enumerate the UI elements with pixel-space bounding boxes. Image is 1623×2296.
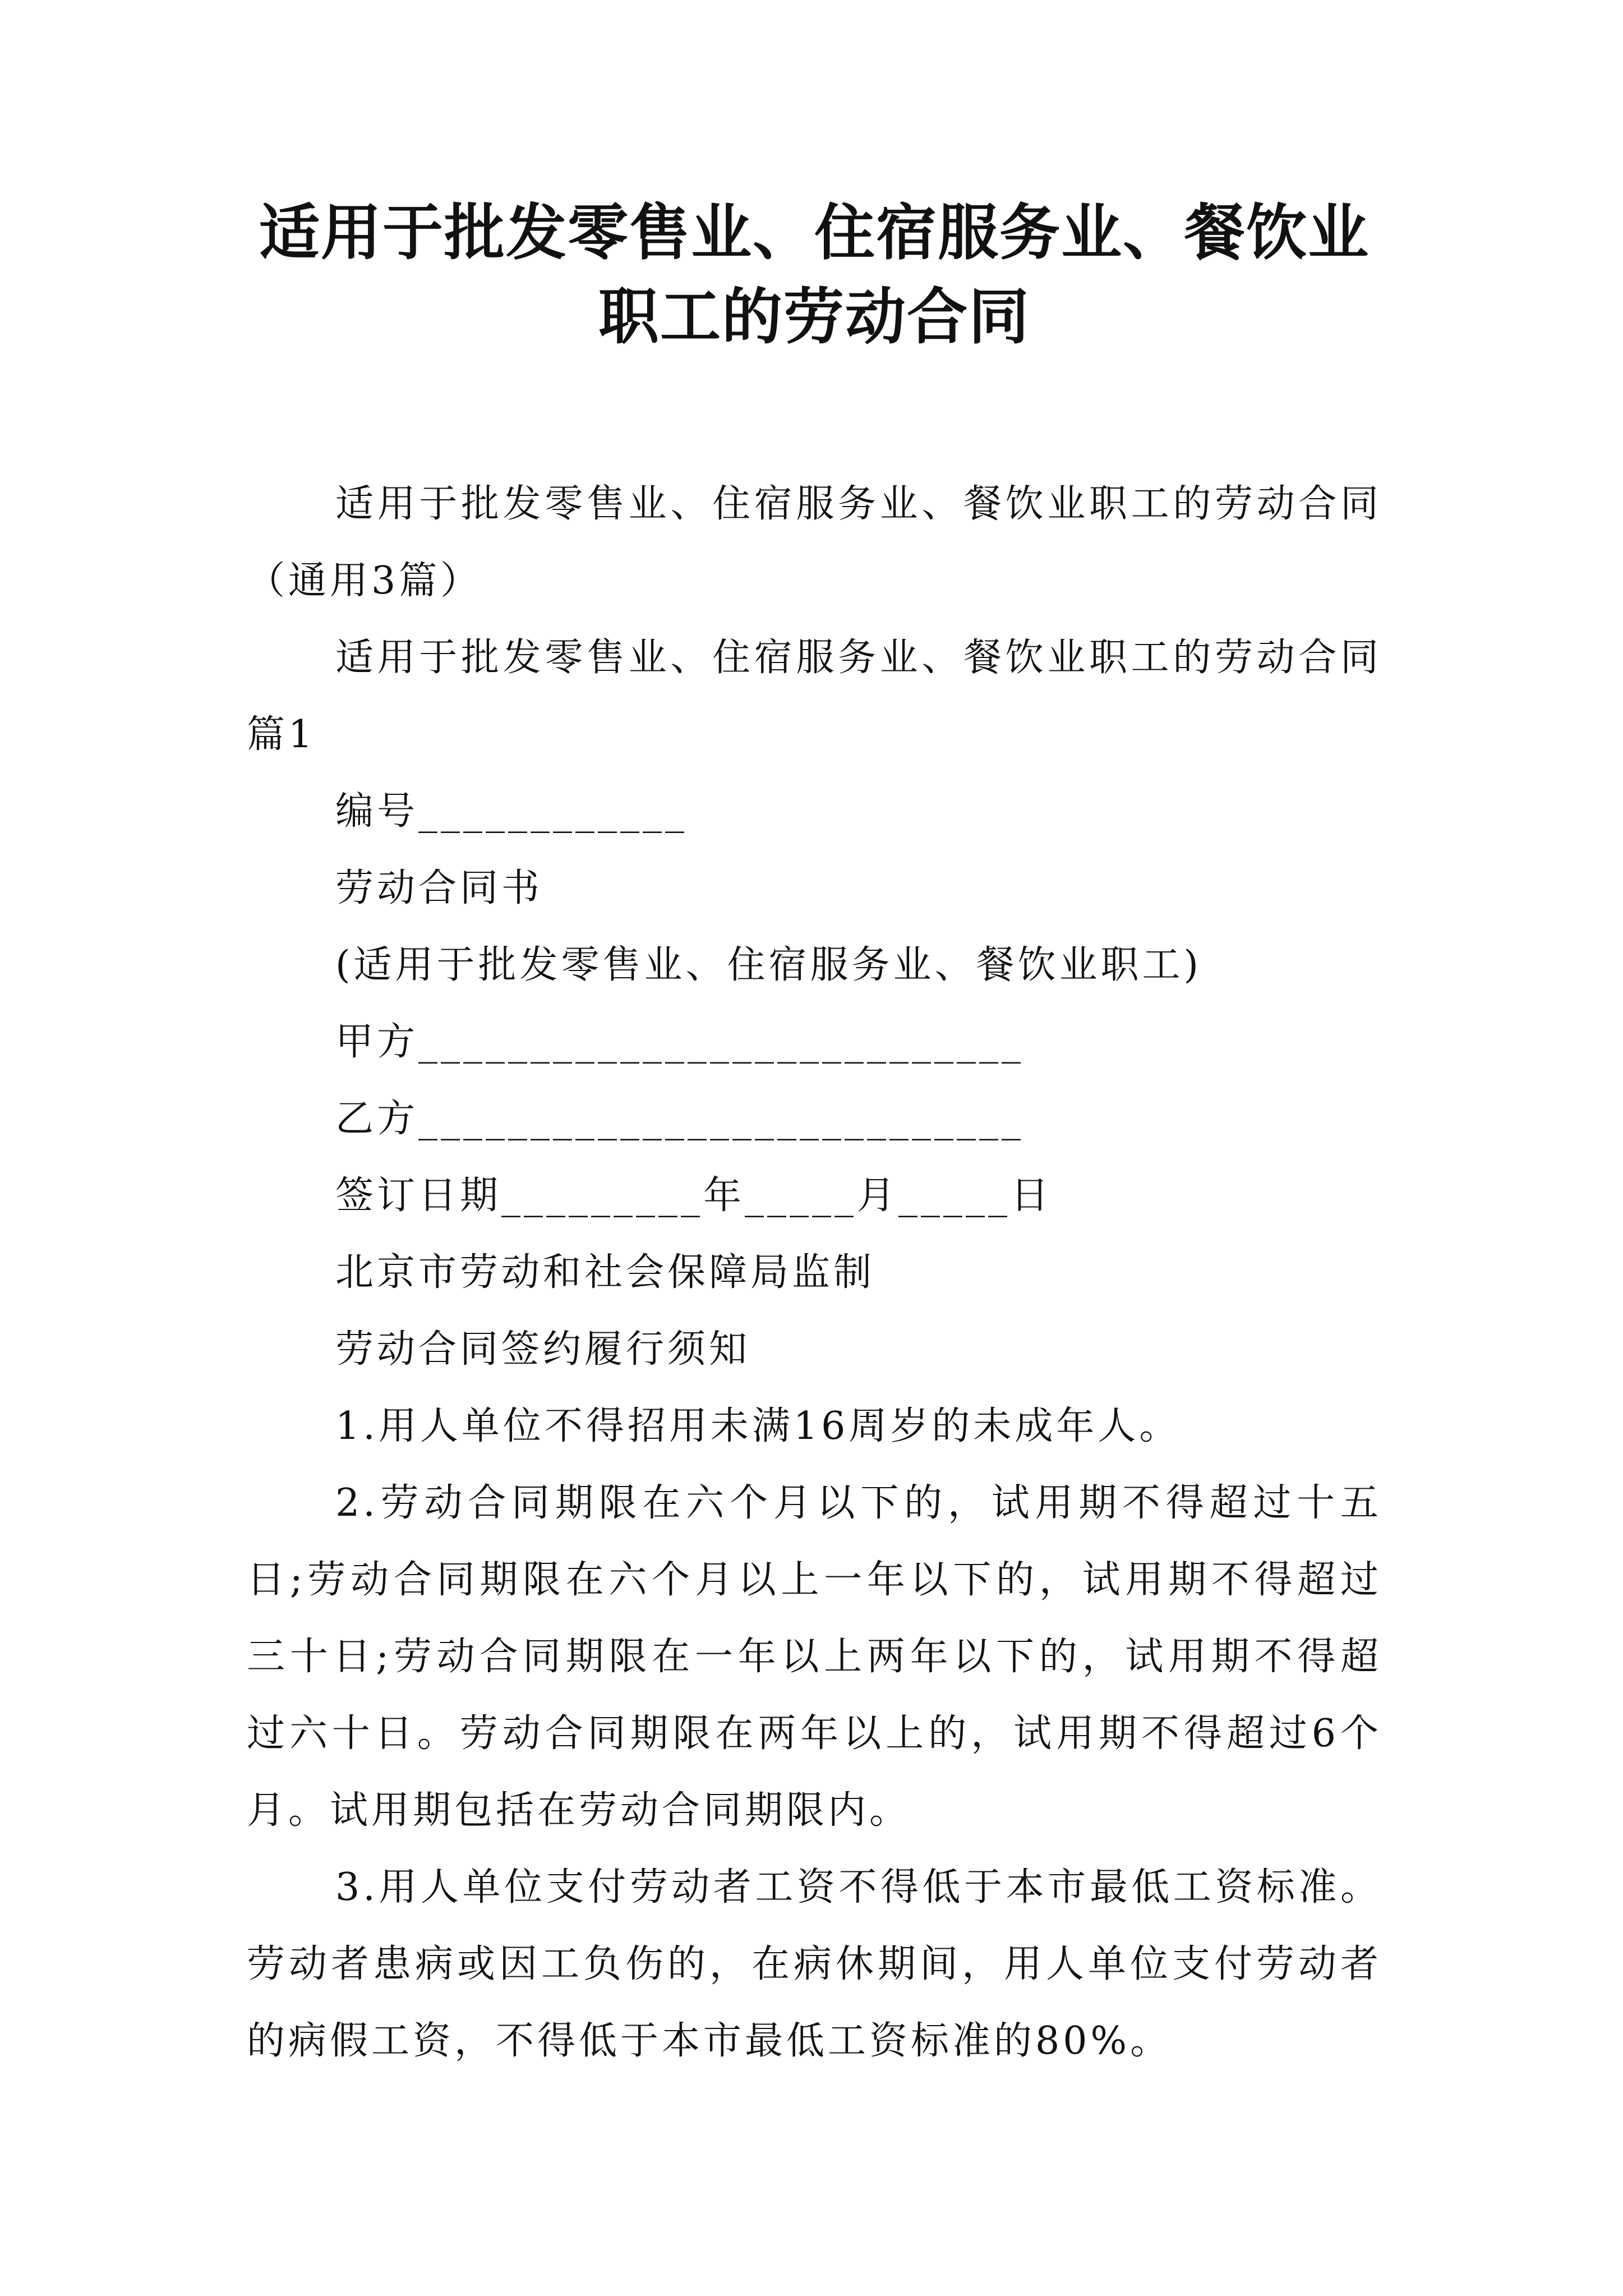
body-paragraph: 1.用人单位不得招用未满16周岁的未成年人。 (335, 1404, 1181, 1448)
body-paragraph: 签订日期_________年_____月_____日 (335, 1174, 1053, 1218)
body-paragraph: 劳动合同书 (335, 866, 543, 910)
body-paragraph: 适用于批发零售业、住宿服务业、餐饮业职工的劳动合同（通用3篇） (247, 482, 1382, 603)
body-paragraph: 2.劳动合同期限在六个月以下的，试用期不得超过十五日;劳动合同期限在六个月以上一年以下的，试用期不得超过三十日;劳动合同期限在一年以上两年以下的，试用期不得超过六十日。劳动合同期限在两年以上的，试用期不得超过6个月。试用期包括在劳动合同期限内。 (247, 1481, 1382, 1833)
body-paragraph: 甲方___________________________ (335, 1020, 1025, 1064)
body-paragraph: 3.用人单位支付劳动者工资不得低于本市最低工资标准。劳动者患病或因工负伤的，在病休期间，用人单位支付劳动者的病假工资，不得低于本市最低工资标准的80%。 (247, 1865, 1382, 2063)
body-paragraph: 北京市劳动和社会保障局监制 (335, 1250, 875, 1295)
body-paragraph: 编号____________ (335, 789, 688, 834)
document-title: 适用于批发零售业、住宿服务业、餐饮业职工的劳动合同 (259, 197, 1370, 352)
body-paragraph: 劳动合同签约履行须知 (335, 1327, 751, 1372)
body-paragraph: (适用于批发零售业、住宿服务业、餐饮业职工) (335, 943, 1202, 987)
document-body (247, 466, 1382, 2079)
body-paragraph: 乙方___________________________ (335, 1097, 1025, 1141)
body-paragraph: 适用于批发零售业、住宿服务业、餐饮业职工的劳动合同 篇1 (247, 636, 1382, 757)
